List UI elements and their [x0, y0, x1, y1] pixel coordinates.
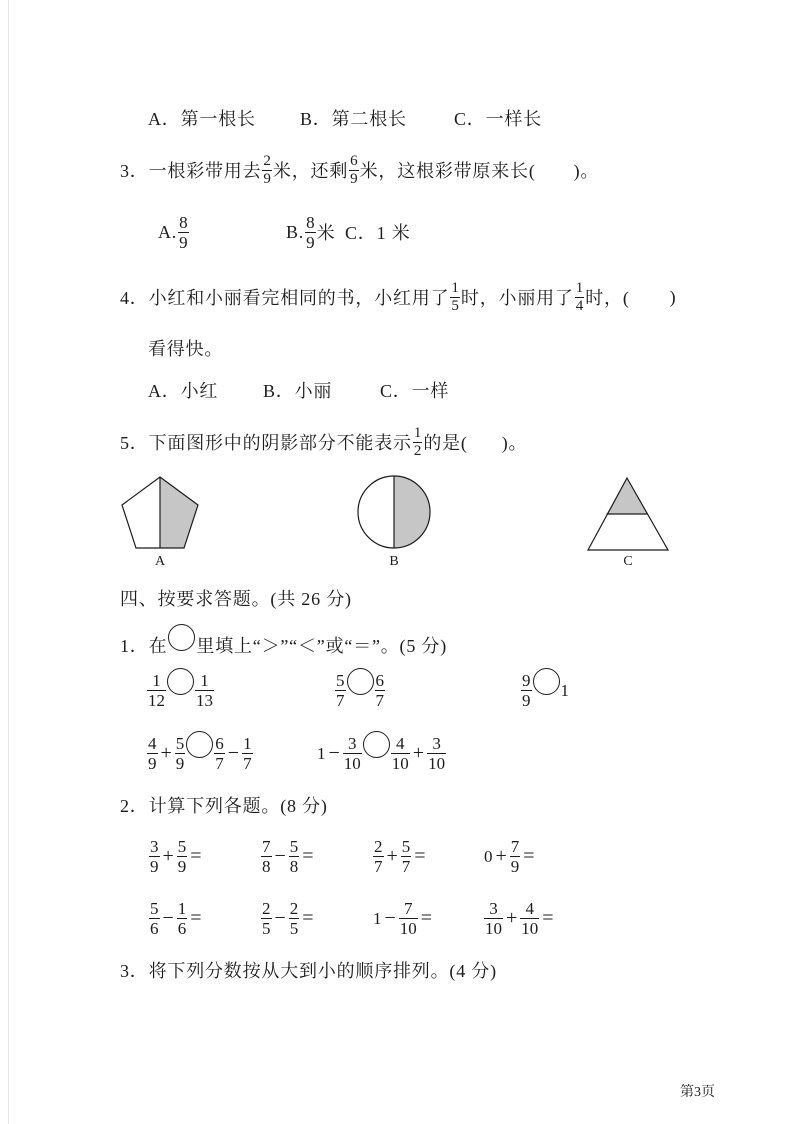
compare-item	[316, 731, 447, 775]
question-text: )。	[501, 433, 528, 453]
numerator: 2	[262, 898, 271, 918]
denominator: 5	[289, 918, 299, 938]
fraction	[520, 900, 539, 937]
denominator: 8	[289, 856, 299, 876]
numerator: 5	[150, 898, 159, 918]
question-4-continued: 看得快。	[148, 339, 224, 359]
denominator: 9	[148, 753, 157, 773]
q4-option-c: C．一样	[380, 381, 450, 401]
q3-option-a	[158, 210, 190, 254]
equals-sign: =	[302, 845, 314, 867]
figure-label-c: C	[623, 554, 633, 569]
numerator: 7	[404, 898, 413, 918]
fraction	[149, 900, 160, 937]
operator: −	[384, 907, 396, 929]
numerator: 7	[262, 836, 271, 856]
denominator: 6	[150, 918, 159, 938]
fraction	[177, 900, 188, 937]
denominator: 9	[306, 232, 315, 252]
whole-number: 1	[560, 680, 569, 700]
compare-circle	[363, 731, 390, 758]
question-number: 3．	[120, 161, 149, 181]
compare-item	[146, 731, 254, 775]
compare-item	[520, 668, 570, 712]
q3-option-b	[286, 210, 335, 254]
numerator: 2	[374, 836, 383, 856]
question-text: 的是(	[423, 433, 468, 453]
denominator: 8	[262, 856, 271, 876]
question-text: )	[669, 286, 677, 307]
denominator: 5	[451, 297, 459, 314]
denominator: 7	[401, 856, 411, 876]
denominator: 10	[399, 918, 417, 938]
equals-sign: =	[190, 907, 202, 929]
q4-option-a: A．小红	[148, 381, 219, 401]
operator: −	[227, 742, 240, 764]
figure-label-b: B	[389, 554, 399, 569]
option-label: A.	[158, 221, 178, 242]
q3-option-c: C．1 米	[345, 223, 411, 243]
calc-item	[260, 896, 316, 940]
numerator: 6	[215, 733, 224, 753]
circle-icon	[168, 624, 195, 651]
denominator: 9	[177, 856, 187, 876]
fraction	[262, 154, 272, 187]
numerator: 1	[200, 670, 209, 690]
compare-item	[334, 668, 386, 712]
fraction	[261, 900, 272, 937]
fraction	[242, 735, 253, 772]
question-3	[120, 148, 599, 192]
fraction	[305, 214, 316, 251]
fraction	[375, 672, 386, 709]
denominator: 7	[375, 690, 384, 710]
numerator: 5	[175, 733, 185, 753]
equals-sign: =	[414, 845, 426, 867]
figure-triangle	[588, 478, 668, 550]
calc-item	[148, 896, 204, 940]
operator: +	[412, 742, 425, 764]
answer-blank	[468, 437, 502, 447]
question-text: )。	[573, 161, 600, 181]
denominator: 10	[521, 918, 539, 938]
fraction	[343, 735, 362, 772]
option-label: B.	[286, 221, 305, 242]
question-text: 时，小丽用了	[460, 288, 574, 308]
circle-shaded-half	[394, 476, 430, 548]
page-number: 第3页	[680, 1085, 715, 1100]
denominator: 5	[262, 918, 271, 938]
answer-blank	[536, 165, 574, 175]
question-text: 米，这根彩带原来长(	[359, 161, 536, 181]
denominator: 13	[196, 690, 213, 710]
numerator: 6	[350, 152, 358, 169]
fraction	[413, 426, 423, 459]
equals-sign: =	[542, 907, 554, 929]
equals-sign: =	[420, 907, 433, 929]
denominator: 9	[522, 690, 531, 710]
numerator: 7	[510, 836, 520, 856]
numerator: 1	[243, 733, 252, 753]
question-text: 1．在	[120, 636, 168, 656]
question-text: 一根彩带用去	[148, 161, 262, 181]
fraction	[391, 735, 410, 772]
fraction	[510, 838, 521, 875]
numerator: 3	[150, 836, 159, 856]
whole-number: 0	[484, 846, 493, 866]
denominator: 6	[177, 918, 187, 938]
fraction	[214, 735, 225, 772]
operator: +	[495, 845, 507, 867]
section4-question-3: 3．将下列分数按从大到小的顺序排列。(4 分)	[120, 961, 497, 981]
denominator: 2	[413, 442, 422, 459]
operator: −	[328, 742, 340, 764]
numerator: 8	[179, 212, 188, 232]
denominator: 10	[428, 753, 446, 773]
fraction	[401, 838, 412, 875]
operator: −	[162, 907, 174, 929]
denominator: 12	[148, 690, 165, 710]
fraction	[178, 214, 189, 251]
numerator: 5	[401, 836, 411, 856]
fraction	[450, 281, 460, 314]
operator: +	[386, 845, 398, 867]
numerator: 1	[152, 670, 161, 690]
fraction	[195, 672, 214, 709]
question-number: 5．	[120, 433, 149, 453]
answer-blank	[630, 292, 670, 302]
question-text: 下面图形中的阴影部分不能表示	[148, 433, 412, 453]
numerator: 1	[413, 424, 422, 441]
q2-option-b: B．第二根长	[300, 109, 407, 129]
fraction	[289, 838, 300, 875]
denominator: 9	[263, 170, 271, 187]
fraction	[177, 838, 188, 875]
fraction	[349, 154, 359, 187]
fraction	[261, 838, 272, 875]
equals-sign: =	[302, 907, 314, 929]
compare-circle	[347, 668, 374, 695]
fraction	[335, 672, 346, 709]
denominator: 10	[391, 753, 409, 773]
question-text: 米，还剩	[272, 161, 349, 181]
numerator: 1	[177, 898, 187, 918]
numerator: 4	[148, 733, 157, 753]
denominator: 4	[575, 297, 584, 314]
calc-item	[260, 834, 316, 878]
fraction	[289, 900, 300, 937]
calc-item	[483, 896, 556, 940]
compare-item	[146, 668, 215, 712]
question-5	[120, 420, 527, 464]
numerator: 8	[306, 212, 315, 232]
numerator: 4	[525, 898, 535, 918]
figure-pentagon	[122, 477, 198, 548]
denominator: 7	[374, 856, 383, 876]
numerator: 4	[396, 733, 405, 753]
calc-item	[483, 834, 537, 878]
fraction	[373, 838, 384, 875]
fraction	[484, 900, 503, 937]
numerator: 2	[263, 152, 271, 169]
calc-item	[372, 896, 434, 940]
numerator: 5	[336, 670, 345, 690]
pentagon-shaded-half	[160, 477, 198, 548]
question-number: 4．	[120, 288, 149, 308]
operator: +	[162, 845, 174, 867]
denominator: 9	[179, 232, 188, 252]
compare-circle	[533, 668, 560, 695]
question-4	[120, 275, 676, 319]
denominator: 9	[150, 856, 159, 876]
numerator: 1	[575, 279, 584, 296]
calc-item	[372, 834, 428, 878]
numerator: 9	[522, 670, 531, 690]
option-unit: 米	[316, 223, 336, 243]
denominator: 7	[215, 753, 224, 773]
question-text: 时，(	[585, 288, 630, 308]
figure-label-a: A	[154, 554, 166, 569]
denominator: 9	[350, 170, 358, 187]
denominator: 10	[343, 753, 361, 773]
compare-circle	[186, 731, 213, 758]
q2-option-c: C．一样长	[454, 109, 543, 129]
operator: +	[506, 907, 518, 929]
section-heading: 四、按要求答题。(共 26 分)	[120, 589, 352, 609]
denominator: 9	[175, 753, 185, 773]
equals-sign: =	[190, 845, 202, 867]
denominator: 9	[510, 856, 520, 876]
numerator: 3	[432, 733, 441, 753]
numerator: 3	[348, 733, 357, 753]
numerator: 1	[451, 279, 459, 296]
equals-sign: =	[523, 845, 535, 867]
denominator: 7	[336, 690, 345, 710]
question-text: 小红和小丽看完相同的书，小红用了	[148, 288, 450, 308]
fraction	[399, 900, 418, 937]
section4-question-2: 2．计算下列各题。(8 分)	[120, 796, 328, 816]
whole-number: 1	[373, 908, 382, 928]
section4-question-1	[120, 623, 447, 667]
fraction	[427, 735, 446, 772]
fraction	[575, 281, 585, 314]
operator: −	[274, 907, 286, 929]
q4-option-b: B．小丽	[263, 381, 333, 401]
operator: −	[274, 845, 286, 867]
fraction	[147, 672, 166, 709]
numerator: 5	[177, 836, 187, 856]
fraction	[521, 672, 532, 709]
whole-number: 1	[317, 743, 326, 763]
denominator: 10	[485, 918, 502, 938]
fraction	[147, 735, 158, 772]
q2-option-a: A．第一根长	[148, 109, 256, 129]
numerator: 6	[375, 670, 384, 690]
fraction	[175, 735, 186, 772]
calc-item	[148, 834, 204, 878]
figure-circle	[358, 476, 430, 548]
compare-circle	[167, 668, 194, 695]
numerator: 2	[289, 898, 299, 918]
denominator: 7	[243, 753, 252, 773]
question-text: 里填上“＞”“＜”或“＝”。(5 分)	[196, 636, 448, 656]
fraction	[149, 838, 160, 875]
operator: +	[160, 742, 172, 764]
triangle-shaded-top	[607, 478, 648, 514]
numerator: 5	[289, 836, 299, 856]
numerator: 3	[489, 898, 498, 918]
